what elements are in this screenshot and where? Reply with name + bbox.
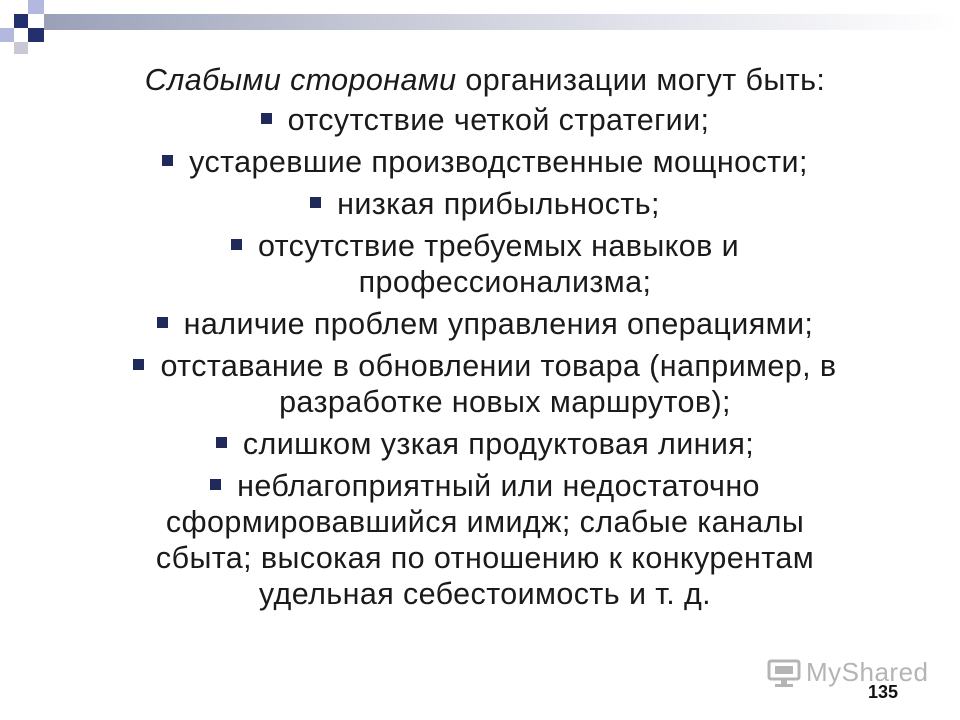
list-item-line: профессионализма; xyxy=(358,265,652,299)
square-bullet-icon xyxy=(133,359,144,370)
list-item-line: удельная себестоимость и т. д. xyxy=(258,577,712,611)
list-item xyxy=(60,228,910,300)
list-item-line: низкая прибыльность; xyxy=(60,186,910,222)
square-bullet-icon xyxy=(231,239,242,250)
square-bullet-icon xyxy=(162,155,173,166)
title-emphasis: Слабыми сторонами xyxy=(144,63,457,97)
corner-square-decoration xyxy=(28,0,44,14)
projector-icon xyxy=(766,656,802,688)
corner-square-decoration xyxy=(28,28,44,42)
corner-square-decoration xyxy=(14,14,28,28)
square-bullet-icon xyxy=(261,113,272,124)
corner-square-decoration xyxy=(0,28,14,42)
list-item xyxy=(60,102,910,138)
title-rest: организации могут быть: xyxy=(465,63,826,97)
square-bullet-icon xyxy=(310,197,321,208)
corner-square-decoration xyxy=(14,42,28,54)
list-item xyxy=(60,468,910,612)
list-item-line: отставание в обновлении товара (например, в xyxy=(60,348,910,384)
list-item-line: сформировавшийся имидж; слабые каналы xyxy=(165,505,805,539)
list-item-line: устаревшие производственные мощности; xyxy=(60,144,910,180)
myshared-watermark xyxy=(766,654,929,690)
square-bullet-icon xyxy=(210,479,221,490)
list-item xyxy=(60,306,910,342)
page-number: 135 xyxy=(868,682,899,702)
slide-body xyxy=(60,62,910,618)
list-item-line: сбыта; высокая по отношению к конкурентам xyxy=(155,541,815,575)
watermark-text: MyShared xyxy=(806,656,929,687)
list-item xyxy=(60,186,910,222)
list-item-line: отсутствие требуемых навыков и xyxy=(60,228,910,264)
square-bullet-icon xyxy=(157,317,168,328)
list-item-line: отсутствие четкой стратегии; xyxy=(60,102,910,138)
slide-title xyxy=(60,62,910,98)
list-item xyxy=(60,426,910,462)
list-item-line: неблагоприятный или недостаточно xyxy=(60,468,910,504)
list-item-line: разработке новых маршрутов); xyxy=(279,385,731,419)
list-item xyxy=(60,144,910,180)
header-gradient-bar xyxy=(44,14,960,30)
list-item-line: слишком узкая продуктовая линия; xyxy=(60,426,910,462)
list-item-line: наличие проблем управления операциями; xyxy=(60,306,910,342)
list-item xyxy=(60,348,910,420)
square-bullet-icon xyxy=(216,437,227,448)
